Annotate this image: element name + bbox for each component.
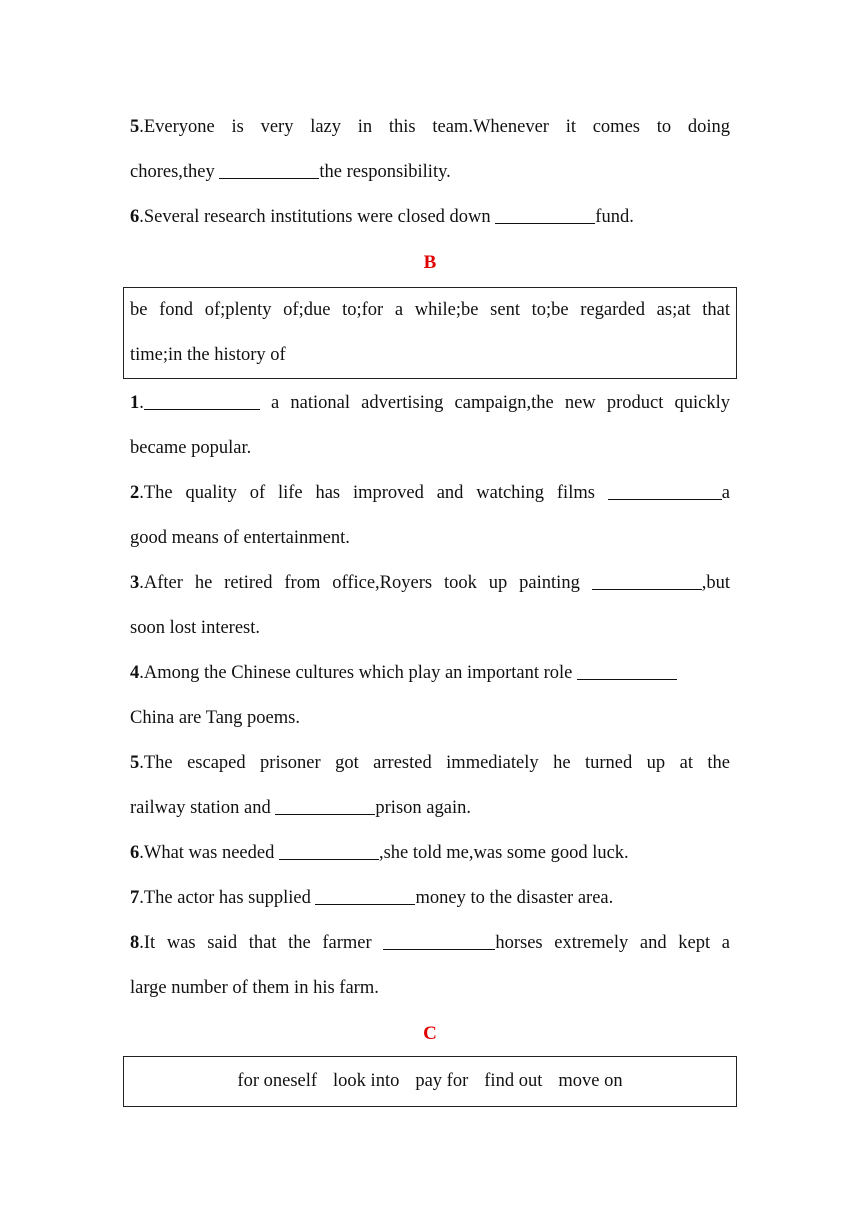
question-number: 3	[130, 573, 140, 593]
question-b5-line2	[130, 786, 730, 831]
question-text: .The actor has supplied	[139, 888, 316, 908]
question-b6	[130, 831, 730, 876]
section-c-word-bank	[123, 1056, 737, 1107]
word-bank-phrase: look into	[333, 1071, 400, 1091]
question-b3-line1	[130, 561, 730, 606]
question-b2-line2: good means of entertainment.	[130, 528, 350, 548]
question-b7	[130, 876, 730, 921]
question-text: .The escaped prisoner got arrested immediately he turned up at the	[139, 753, 730, 773]
question-text: .What was needed	[139, 843, 279, 863]
question-a6	[130, 195, 730, 240]
question-number: 6	[130, 843, 140, 863]
question-text: prison again.	[375, 798, 471, 818]
question-a5-line2	[130, 150, 730, 195]
answer-blank[interactable]	[315, 886, 415, 905]
question-number: 8	[130, 933, 140, 953]
word-bank-phrase: pay for	[415, 1071, 469, 1091]
question-b5-line1	[130, 741, 730, 786]
question-text: .	[139, 393, 144, 413]
answer-blank[interactable]	[275, 796, 375, 815]
question-b3-line2: soon lost interest.	[130, 618, 261, 638]
answer-blank[interactable]	[219, 160, 319, 179]
question-number: 5	[130, 753, 140, 773]
answer-blank[interactable]	[592, 571, 702, 590]
question-text: railway station and	[130, 798, 276, 818]
question-text: ,she told me,was some good luck.	[378, 843, 629, 863]
question-text: .The quality of life has improved and watching films	[139, 483, 608, 503]
question-number: 1	[130, 393, 140, 413]
word-bank-phrase: for oneself	[237, 1071, 318, 1091]
question-text: a	[721, 483, 730, 503]
word-bank-phrase: find out	[484, 1071, 543, 1091]
question-text: horses extremely and kept a	[495, 933, 730, 953]
answer-blank[interactable]	[383, 931, 495, 950]
answer-blank[interactable]	[608, 481, 722, 500]
word-bank-phrase: move on	[558, 1071, 623, 1091]
question-b2-line1	[130, 471, 730, 516]
question-text: .Among the Chinese cultures which play an important role	[139, 663, 577, 683]
question-b2	[130, 471, 730, 561]
question-b8-line1	[130, 921, 730, 966]
question-number: 4	[130, 663, 140, 683]
answer-blank[interactable]	[144, 391, 260, 410]
answer-blank[interactable]	[279, 841, 379, 860]
answer-blank[interactable]	[577, 661, 677, 680]
question-b4-line2: China are Tang poems.	[130, 708, 300, 728]
question-b4	[130, 651, 730, 741]
question-a5-line1	[130, 105, 730, 150]
question-number: 2	[130, 483, 140, 503]
question-text: ,but	[701, 573, 730, 593]
question-text: money to the disaster area.	[415, 888, 614, 908]
question-text: the responsibility.	[319, 162, 451, 182]
question-text: .After he retired from office,Royers took up painting	[139, 573, 592, 593]
question-text: chores,they	[130, 162, 220, 182]
word-bank-line1: be fond of;plenty of;due to;for a while;be sent to;be regarded as;at that	[130, 300, 730, 320]
question-number: 6	[130, 207, 140, 227]
question-b1	[130, 381, 730, 471]
question-b1-line1	[130, 381, 730, 426]
question-b8	[130, 921, 730, 1011]
question-text: .Everyone is very lazy in this team.Whenever it comes to doing	[139, 117, 730, 137]
worksheet-page	[130, 105, 730, 1107]
question-b8-line2: large number of them in his farm.	[130, 978, 379, 998]
question-b3	[130, 561, 730, 651]
word-bank-line2: time;in the history of	[130, 345, 286, 365]
question-text: fund.	[595, 207, 634, 227]
section-c-title: C	[423, 1023, 437, 1044]
question-text: a national advertising campaign,the new product quickly	[259, 393, 730, 413]
question-number: 7	[130, 888, 140, 908]
section-b-title: B	[423, 252, 437, 273]
question-number: 5	[130, 117, 140, 137]
question-text: .Several research institutions were closed down	[139, 207, 496, 227]
question-b4-line1	[130, 651, 730, 696]
section-b-word-bank	[123, 287, 737, 379]
question-a5	[130, 105, 730, 195]
question-b5	[130, 741, 730, 831]
answer-blank[interactable]	[495, 205, 595, 224]
question-text: .It was said that the farmer	[139, 933, 384, 953]
question-b1-line2: became popular.	[130, 438, 252, 458]
